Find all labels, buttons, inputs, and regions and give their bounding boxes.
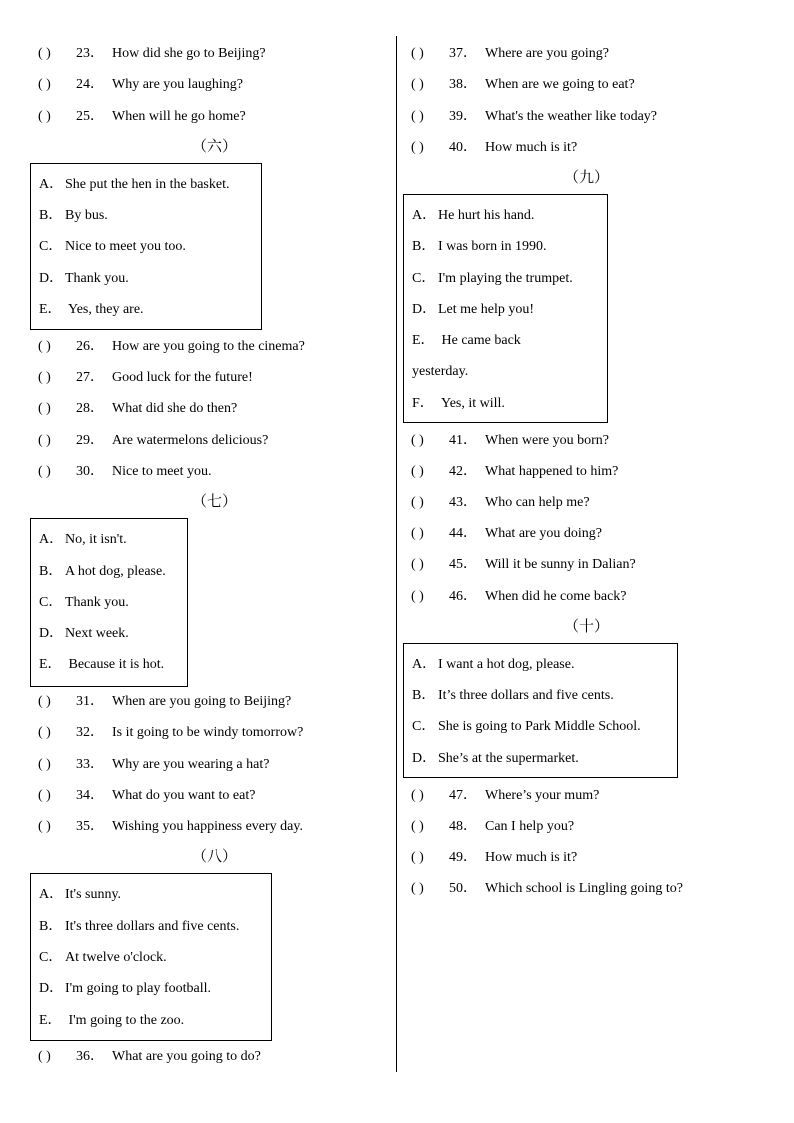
question-number: 23． [76, 46, 104, 61]
answer-blank[interactable]: ( ) [38, 339, 51, 354]
answer-blank[interactable]: ( ) [411, 557, 424, 572]
question-30 [38, 463, 212, 481]
question-number: 48． [449, 819, 477, 834]
question-number: 30． [76, 464, 104, 479]
option-text: At twelve o'clock. [65, 950, 167, 965]
section-7-title: （七） [192, 494, 238, 510]
option-d [39, 270, 129, 288]
question-number: 36． [76, 1049, 104, 1064]
option-text: I'm playing the trumpet. [438, 271, 573, 286]
question-text: Nice to meet you. [112, 464, 212, 479]
answer-blank[interactable]: ( ) [411, 788, 424, 803]
option-letter: A． [39, 532, 64, 547]
option-d [412, 750, 579, 768]
question-number: 50． [449, 881, 477, 896]
question-text: How did she go to Beijing? [112, 46, 266, 61]
option-letter: A． [412, 208, 437, 223]
option-c [39, 949, 167, 967]
option-c [412, 270, 573, 288]
option-e [39, 1012, 184, 1030]
section-8-title: （八） [192, 849, 238, 865]
option-text: It's sunny. [65, 887, 122, 902]
answer-blank[interactable]: ( ) [38, 725, 51, 740]
question-text: What happened to him? [485, 464, 619, 479]
answer-blank[interactable]: ( ) [38, 401, 51, 416]
answer-blank[interactable]: ( ) [38, 788, 51, 803]
question-number: 31． [76, 694, 104, 709]
question-24 [38, 76, 243, 94]
answer-blank[interactable]: ( ) [411, 819, 424, 834]
question-number: 43． [449, 495, 477, 510]
option-letter: C． [39, 239, 63, 254]
question-number: 27． [76, 370, 104, 385]
option-e [39, 301, 144, 319]
question-text: Are watermelons delicious? [112, 433, 269, 448]
question-number: 40． [449, 140, 477, 155]
option-text: I want a hot dog, please. [438, 657, 575, 672]
question-number: 25． [76, 109, 104, 124]
question-number: 29． [76, 433, 104, 448]
question-text: Is it going to be windy tomorrow? [112, 725, 304, 740]
answer-blank[interactable]: ( ) [38, 694, 51, 709]
question-text: Will it be sunny in Dalian? [485, 557, 636, 572]
option-letter: C． [412, 719, 436, 734]
section-6-options-box [30, 163, 262, 330]
option-e-continued [412, 363, 468, 381]
option-letter: C． [39, 595, 63, 610]
answer-blank[interactable]: ( ) [411, 526, 424, 541]
question-number: 32． [76, 725, 104, 740]
question-text: How are you going to the cinema? [112, 339, 305, 354]
option-text: He came back [438, 333, 521, 348]
question-text: Why are you wearing a hat? [112, 757, 270, 772]
question-number: 37． [449, 46, 477, 61]
column-divider [396, 36, 397, 1072]
question-text: Which school is Lingling going to? [485, 881, 683, 896]
option-text: She is going to Park Middle School. [438, 719, 641, 734]
option-c [39, 594, 129, 612]
question-46 [411, 588, 627, 606]
answer-blank[interactable]: ( ) [38, 757, 51, 772]
option-letter: D． [412, 302, 437, 317]
question-34 [38, 787, 255, 805]
question-text: When will he go home? [112, 109, 246, 124]
option-letter: D． [39, 981, 64, 996]
section-10-title: （十） [564, 619, 610, 635]
option-f [412, 395, 505, 413]
question-40 [411, 139, 577, 157]
option-letter: E． [39, 1013, 62, 1028]
question-47 [411, 787, 599, 805]
question-number: 35． [76, 819, 104, 834]
question-text: Wishing you happiness every day. [112, 819, 303, 834]
option-text: Yes, they are. [65, 302, 144, 317]
option-a [412, 656, 574, 674]
option-letter: B． [39, 208, 63, 223]
question-49 [411, 849, 577, 867]
question-number: 41． [449, 433, 477, 448]
question-text: Where are you going? [485, 46, 609, 61]
option-letter: E． [412, 333, 435, 348]
option-letter: A． [39, 177, 64, 192]
option-text: He hurt his hand. [438, 208, 535, 223]
question-text: Who can help me? [485, 495, 590, 510]
option-e [412, 332, 521, 350]
question-number: 42． [449, 464, 477, 479]
question-43 [411, 494, 590, 512]
answer-blank[interactable]: ( ) [411, 881, 424, 896]
option-e [39, 656, 164, 674]
answer-blank[interactable]: ( ) [411, 46, 424, 61]
option-letter: F． [412, 396, 434, 411]
answer-blank[interactable]: ( ) [411, 433, 424, 448]
question-42 [411, 463, 618, 481]
option-b [412, 687, 614, 705]
question-38 [411, 76, 635, 94]
section-9-options-box [403, 194, 608, 423]
option-text: Because it is hot. [65, 657, 165, 672]
question-44 [411, 525, 602, 543]
question-37 [411, 45, 609, 63]
question-27 [38, 369, 253, 387]
question-number: 26． [76, 339, 104, 354]
option-text: It’s three dollars and five cents. [438, 688, 614, 703]
question-45 [411, 556, 636, 574]
question-text: How much is it? [485, 850, 578, 865]
option-b [39, 563, 166, 581]
option-b [39, 207, 108, 225]
option-text: Let me help you! [438, 302, 535, 317]
question-number: 38． [449, 77, 477, 92]
answer-blank[interactable]: ( ) [38, 464, 51, 479]
option-text: No, it isn't. [65, 532, 127, 547]
answer-blank[interactable]: ( ) [411, 464, 424, 479]
answer-blank[interactable]: ( ) [411, 140, 424, 155]
question-text: Why are you laughing? [112, 77, 244, 92]
option-text: I'm going to the zoo. [65, 1013, 185, 1028]
question-31 [38, 693, 291, 711]
section-6-title: （六） [192, 139, 238, 155]
option-letter: D． [412, 751, 437, 766]
question-35 [38, 818, 303, 836]
option-c [39, 238, 186, 256]
question-33 [38, 756, 269, 774]
option-letter: A． [39, 887, 64, 902]
question-number: 47． [449, 788, 477, 803]
section-7-options-box [30, 518, 188, 687]
answer-blank[interactable]: ( ) [38, 109, 51, 124]
answer-blank[interactable]: ( ) [38, 46, 51, 61]
answer-blank[interactable]: ( ) [38, 1049, 51, 1064]
question-text: What are you going to do? [112, 1049, 261, 1064]
option-text: yesterday. [412, 364, 469, 379]
question-text: When were you born? [485, 433, 610, 448]
question-36 [38, 1048, 261, 1066]
option-letter: E． [39, 657, 62, 672]
question-29 [38, 432, 268, 450]
option-d [39, 980, 211, 998]
answer-blank[interactable]: ( ) [411, 850, 424, 865]
option-letter: C． [412, 271, 436, 286]
option-text: I'm going to play football. [65, 981, 212, 996]
option-text: Yes, it will. [438, 396, 505, 411]
answer-blank[interactable]: ( ) [38, 370, 51, 385]
question-text: Where’s your mum? [485, 788, 600, 803]
option-text: Thank you. [65, 271, 129, 286]
answer-blank[interactable]: ( ) [411, 589, 424, 604]
question-text: What do you want to eat? [112, 788, 256, 803]
option-text: It's three dollars and five cents. [65, 919, 240, 934]
option-b [412, 238, 547, 256]
question-26 [38, 338, 305, 356]
question-50 [411, 880, 683, 898]
option-a [39, 531, 127, 549]
option-letter: A． [412, 657, 437, 672]
option-letter: B． [412, 239, 436, 254]
question-text: How much is it? [485, 140, 578, 155]
question-text: What's the weather like today? [485, 109, 658, 124]
question-25 [38, 108, 246, 126]
question-41 [411, 432, 609, 450]
section-10-options-box [403, 643, 678, 778]
option-text: Nice to meet you too. [65, 239, 186, 254]
option-text: Thank you. [65, 595, 129, 610]
option-letter: C． [39, 950, 63, 965]
answer-blank[interactable]: ( ) [38, 819, 51, 834]
option-letter: E． [39, 302, 62, 317]
answer-blank[interactable]: ( ) [38, 433, 51, 448]
option-letter: B． [412, 688, 436, 703]
option-a [39, 176, 229, 194]
answer-blank[interactable]: ( ) [411, 495, 424, 510]
option-d [412, 301, 534, 319]
question-number: 45． [449, 557, 477, 572]
option-a [412, 207, 534, 225]
option-d [39, 625, 129, 643]
option-text: A hot dog, please. [65, 564, 166, 579]
question-text: When are you going to Beijing? [112, 694, 292, 709]
question-32 [38, 724, 303, 742]
option-text: By bus. [65, 208, 108, 223]
question-text: Good luck for the future! [112, 370, 253, 385]
option-letter: B． [39, 564, 63, 579]
answer-blank[interactable]: ( ) [411, 77, 424, 92]
question-number: 46． [449, 589, 477, 604]
option-c [412, 718, 641, 736]
question-number: 44． [449, 526, 477, 541]
answer-blank[interactable]: ( ) [411, 109, 424, 124]
question-48 [411, 818, 574, 836]
question-text: Can I help you? [485, 819, 575, 834]
question-text: When are we going to eat? [485, 77, 635, 92]
question-28 [38, 400, 237, 418]
option-text: She put the hen in the basket. [65, 177, 230, 192]
option-text: Next week. [65, 626, 129, 641]
question-23 [38, 45, 266, 63]
question-number: 49． [449, 850, 477, 865]
section-8-options-box [30, 873, 272, 1041]
option-a [39, 886, 121, 904]
option-letter: D． [39, 626, 64, 641]
question-text: When did he come back? [485, 589, 627, 604]
question-39 [411, 108, 657, 126]
option-text: She’s at the supermarket. [438, 751, 579, 766]
question-text: What did she do then? [112, 401, 238, 416]
option-letter: D． [39, 271, 64, 286]
question-number: 28． [76, 401, 104, 416]
question-number: 39． [449, 109, 477, 124]
option-b [39, 918, 239, 936]
answer-blank[interactable]: ( ) [38, 77, 51, 92]
option-text: I was born in 1990. [438, 239, 547, 254]
question-number: 24． [76, 77, 104, 92]
question-number: 33． [76, 757, 104, 772]
question-number: 34． [76, 788, 104, 803]
section-9-title: （九） [564, 170, 610, 186]
option-letter: B． [39, 919, 63, 934]
question-text: What are you doing? [485, 526, 603, 541]
